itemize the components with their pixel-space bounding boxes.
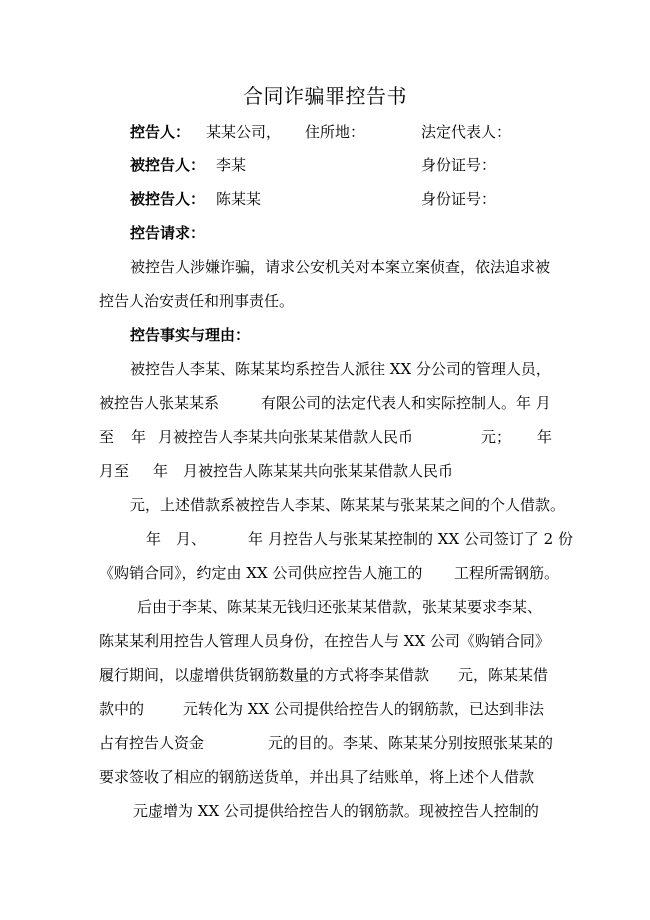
facts-p1-line-4c: 月被控告人陈某某共向张某某借款人民币 — [183, 462, 454, 480]
defendant2-id-label: 身份证号： — [421, 190, 497, 208]
facts-p1-line-3a: 至 — [99, 428, 115, 446]
facts-p2-line-1b: 月、 — [176, 530, 207, 548]
facts-p3-line-5b: 元的目的。李某、陈某某分别按照张某某的 — [268, 734, 554, 752]
facts-p3-line-1: 后由于李某、陈某某无钱归还张某某借款，张某某要求李某、 — [137, 598, 543, 616]
facts-p2-line-1d: 月控告人与张某某控制的 XX 公司签订了 2 份 — [268, 530, 573, 548]
facts-p3-line-5a: 占有控告人资金 — [99, 734, 205, 752]
facts-p1-line-2b: 有限公司的法定代表人和实际控制人。年 月 — [261, 394, 551, 412]
facts-p3-line-2: 陈某某利用控告人管理人员身份，在控告人与 XX 公司《购销合同》 — [99, 632, 550, 650]
request-line-1: 被控告人涉嫌诈骗，请求公安机关对本案立案侦查，依法追求被 — [130, 258, 551, 276]
facts-p2-line-1a: 年 — [146, 530, 162, 548]
facts-p3-line-3b: 元，陈某某借 — [458, 666, 549, 684]
facts-p2-line-2b: 工程所需钢筋。 — [454, 564, 560, 582]
defendant1-name: 李某 — [216, 156, 247, 174]
complainant-name: 某某公司， — [206, 123, 282, 141]
facts-p1-line-4a: 月至 — [99, 462, 130, 480]
facts-p1-line-5: 元，上述借款系被控告人李某、陈某某与张某某之间的个人借款。 — [130, 496, 566, 514]
document-title: 合同诈骗罪控告书 — [243, 84, 407, 108]
defendant1-label: 被控告人： — [130, 156, 206, 174]
complainant-address-label: 住所地： — [305, 123, 366, 141]
facts-p1-line-2a: 被控告人张某某系 — [99, 394, 220, 412]
facts-p1-line-4b: 年 — [153, 462, 169, 480]
request-line-2: 控告人治安责任和刑事责任。 — [99, 292, 295, 310]
facts-p1-line-3b: 年 — [131, 428, 147, 446]
complainant-label: 控告人： — [130, 123, 191, 141]
facts-p1-line-3c: 月被控告人李某共向张某某借款人民币 — [158, 428, 414, 446]
defendant2-label: 被控告人： — [130, 190, 206, 208]
facts-p1-line-1: 被控告人李某、陈某某均系控告人派往 XX 分公司的管理人员， — [130, 360, 551, 378]
facts-heading: 控告事实与理由： — [130, 326, 251, 344]
facts-p1-line-3e: 年 — [537, 428, 553, 446]
defendant2-name: 陈某某 — [216, 190, 262, 208]
facts-p2-line-2a: 《购销合同》，约定由 XX 公司供应控告人施工的 — [99, 564, 423, 582]
facts-p3-line-7: 元虚增为 XX 公司提供给控告人的钢筋款。现被控告人控制的 — [133, 802, 539, 820]
facts-p3-line-3a: 履行期间，以虚增供货钢筋数量的方式将李某借款 — [99, 666, 430, 684]
facts-p3-line-4b: 元转化为 XX 公司提供给控告人的钢筋款，已达到非法 — [183, 700, 544, 718]
defendant1-id-label: 身份证号： — [421, 156, 497, 174]
facts-p3-line-4a: 款中的 — [99, 700, 145, 718]
complainant-rep-label: 法定代表人： — [421, 123, 512, 141]
facts-p2-line-1c: 年 — [248, 530, 264, 548]
facts-p3-line-6: 要求签收了相应的钢筋送货单，并出具了结账单，将上述个人借款 — [99, 768, 535, 786]
request-heading: 控告请求： — [130, 224, 206, 242]
facts-p1-line-3d: 元； — [481, 428, 512, 446]
